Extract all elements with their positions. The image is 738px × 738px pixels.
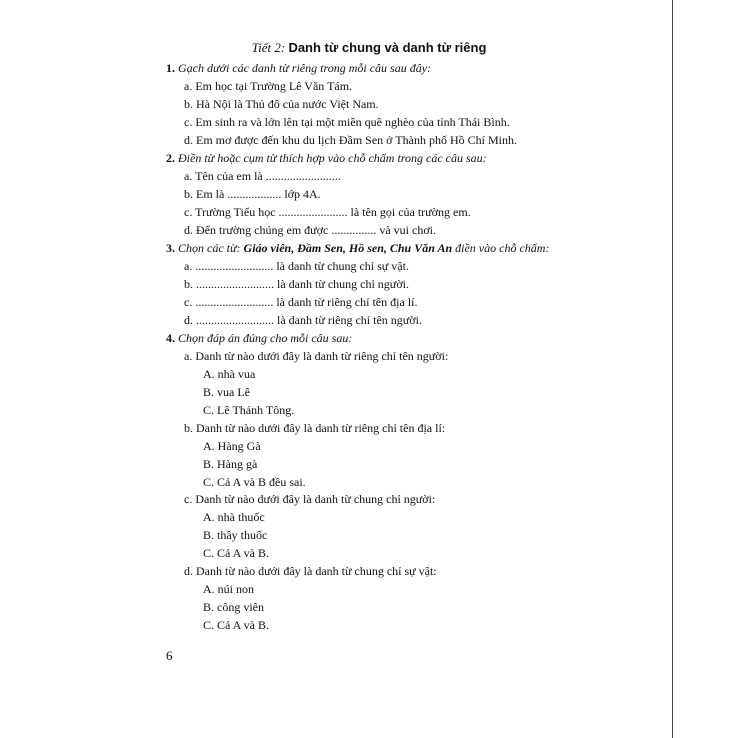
q4-part-b-option: B. Hàng gà — [203, 457, 258, 471]
q4-part-a-option: A. nhà vua — [203, 367, 256, 381]
q3-item-b: b. .......................... là danh từ chung chỉ người. — [184, 277, 409, 291]
q4-part-d-option: C. Cả A và B. — [203, 618, 270, 632]
question-3 — [166, 240, 549, 256]
q4-part-c-option: B. thầy thuốc — [203, 528, 268, 542]
q1-item-a: a. Em học tại Trường Lê Văn Tám. — [184, 79, 353, 93]
question-number: 4. — [166, 331, 175, 345]
title-main: Danh từ chung và danh từ riêng — [288, 40, 487, 55]
q3-item-c: c. .......................... là danh từ riêng chỉ tên địa lí. — [184, 295, 418, 309]
question-text: Chọn đáp án đúng cho mỗi câu sau: — [178, 331, 353, 345]
question-word-list: Giáo viên, Đầm Sen, Hồ sen, Chu Văn An — [243, 241, 453, 255]
q4-part-c-option: A. nhà thuốc — [203, 510, 265, 524]
q4-part-b-stem: b. Danh từ nào dưới đây là danh từ riêng chỉ tên địa lí: — [184, 421, 446, 435]
page-title — [0, 39, 738, 57]
question-4 — [166, 330, 352, 346]
q4-part-a-option: B. vua Lê — [203, 385, 250, 399]
q2-item-d: d. Đến trường chúng em được ............... và vui chơi. — [184, 223, 436, 237]
q1-item-c: c. Em sinh ra và lớn lên tại một miền quê nghèo của tỉnh Thái Bình. — [184, 115, 510, 129]
question-text: Gạch dưới các danh từ riêng trong mỗi câu sau đây: — [178, 61, 432, 75]
question-text: Điền từ hoặc cụm từ thích hợp vào chỗ chấm trong các câu sau: — [178, 151, 487, 165]
q4-part-b-option: A. Hàng Gà — [203, 439, 261, 453]
q4-part-b-option: C. Cả A và B đều sai. — [203, 475, 306, 489]
question-text-pre: Chọn các từ: — [178, 241, 241, 255]
question-2 — [166, 150, 487, 166]
q1-item-b: b. Hà Nội là Thủ đô của nước Việt Nam. — [184, 97, 379, 111]
question-number: 1. — [166, 61, 175, 75]
title-lesson: Tiết 2: — [251, 40, 286, 55]
page-number: 6 — [166, 648, 173, 663]
q3-item-a: a. .......................... là danh từ chung chỉ sự vật. — [184, 259, 409, 273]
q4-part-a-option: C. Lê Thánh Tông. — [203, 403, 295, 417]
q2-item-c: c. Trường Tiểu học ....................... là tên gọi của trường em. — [184, 205, 471, 219]
question-number: 3. — [166, 241, 175, 255]
page-edge-line — [672, 0, 673, 738]
q4-part-d-option: B. công viên — [203, 600, 264, 614]
question-number: 2. — [166, 151, 175, 165]
q4-part-c-option: C. Cả A và B. — [203, 546, 270, 560]
q4-part-a-stem: a. Danh từ nào dưới đây là danh từ riêng chỉ tên người: — [184, 349, 449, 363]
question-1 — [166, 60, 431, 76]
q2-item-a: a. Tên của em là ......................... — [184, 169, 341, 183]
q4-part-d-stem: d. Danh từ nào dưới đây là danh từ chung chỉ sự vật: — [184, 564, 437, 578]
q4-part-c-stem: c. Danh từ nào dưới đây là danh từ chung chỉ người: — [184, 492, 436, 506]
q3-item-d: d. .......................... là danh từ riêng chỉ tên người. — [184, 313, 422, 327]
q2-item-b: b. Em là .................. lớp 4A. — [184, 187, 321, 201]
q4-part-d-option: A. núi non — [203, 582, 254, 596]
q1-item-d: d. Em mơ được đến khu du lịch Đầm Sen ở Thành phố Hồ Chí Minh. — [184, 133, 517, 147]
question-text-post: điền vào chỗ chấm: — [455, 241, 550, 255]
